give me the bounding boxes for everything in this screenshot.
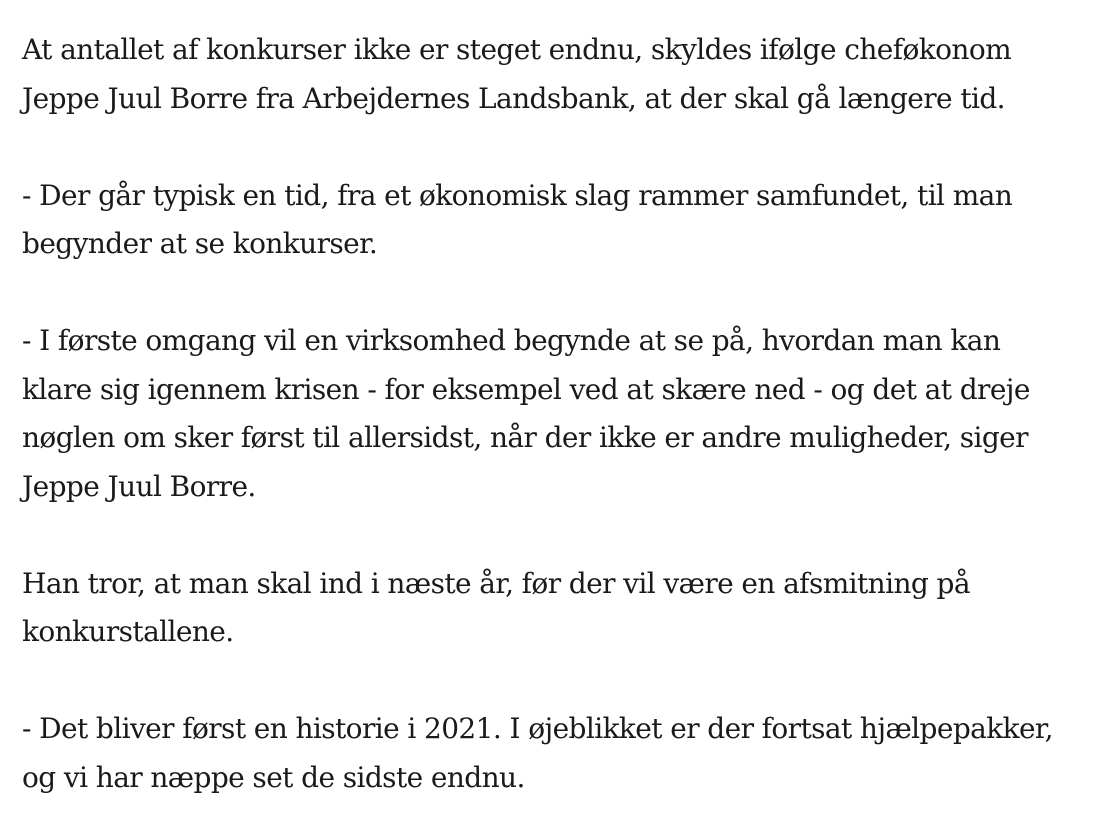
paragraph-line: Jeppe Juul Borre. [22,469,256,503]
paragraph-line: klare sig igennem krisen - for eksempel ved at skære ned - og det at dreje [22,372,1030,406]
paragraph-line: Han tror, at man skal ind i næste år, før der vil være en afsmitning på [22,566,970,600]
paragraph-intro [22,26,1104,123]
paragraph-statement [22,560,1104,657]
paragraph-line: Jeppe Juul Borre fra Arbejdernes Landsbank, at der skal gå længere tid. [22,81,1005,115]
paragraph-line: begynder at se konkurser. [22,227,378,260]
paragraph-line: konkurstallene. [22,615,234,648]
paragraph-quote-3 [22,705,1104,802]
paragraph-line: - Der går typisk en tid, fra et økonomisk slag rammer samfundet, til man [22,178,1013,212]
paragraph-quote-2 [22,317,1104,511]
paragraph-line: - Det bliver først en historie i 2021. I øjeblikket er der fortsat hjælpepakker, [22,712,1053,745]
paragraph-quote-1 [22,172,1104,269]
paragraph-line: og vi har næppe set de sidste endnu. [22,760,525,794]
paragraph-line: nøglen om sker først til allersidst, når der ikke er andre muligheder, siger [22,421,1028,454]
paragraph-line: At antallet af konkurser ikke er steget endnu, skyldes ifølge cheføkonom [22,33,1012,66]
paragraph-line: - I første omgang vil en virksomhed begynde at se på, hvordan man kan [22,324,1001,357]
